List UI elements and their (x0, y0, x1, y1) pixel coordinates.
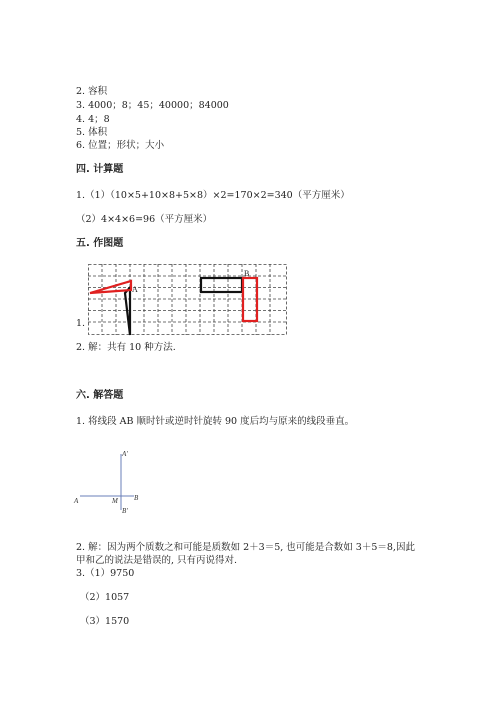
solution-answer-2-line-1: 2. 解：因为两个质数之和可能是质数如 2＋3＝5, 也可能是合数如 3＋5＝8,因此 (76, 542, 415, 553)
section-6-heading: 六. 解答题 (76, 390, 124, 401)
section-4-heading: 四. 计算题 (76, 164, 124, 175)
grid-figure (88, 264, 288, 336)
label-a-prime: A' (122, 450, 128, 458)
drawing-answer-1-number: 1. (76, 318, 86, 329)
solution-answer-3-2: （2）1057 (80, 592, 130, 603)
answer-line-4: 4. 4；8 (76, 114, 110, 125)
label-a: A (74, 497, 79, 505)
point-a-label: A (132, 285, 138, 294)
solution-answer-3-1: 3.（1）9750 (76, 568, 135, 579)
answer-line-6: 6. 位置；形状；大小 (76, 140, 165, 151)
solution-answer-1: 1. 将线段 AB 顺时针或逆时针旋转 90 度后均与原来的线段垂直。 (76, 416, 355, 427)
label-m: M (112, 497, 118, 505)
label-b: B (134, 494, 139, 502)
section-5-heading: 五. 作图题 (76, 238, 124, 249)
solution-answer-2-line-2: 甲和乙的说法是错误的, 只有丙说得对. (76, 555, 238, 566)
original-triangle (125, 288, 130, 336)
calc-answer-2: （2）4×4×6=96（平方厘米） (76, 214, 213, 225)
drawing-answer-2: 2. 解：共有 10 种方法. (76, 342, 176, 353)
rotation-figure (74, 446, 154, 518)
calc-answer-1: 1.（1）（10×5+10×8+5×8）×2=170×2=340（平方厘米） (76, 190, 350, 201)
original-rectangle (201, 278, 242, 292)
answer-line-5: 5. 体积 (76, 127, 108, 138)
rotated-rectangle (243, 278, 257, 321)
solution-answer-3-3: （3）1570 (80, 616, 130, 627)
point-b-label: B (244, 269, 250, 278)
rotated-triangle (90, 281, 131, 293)
answer-line-2: 2. 容积 (76, 86, 108, 97)
answer-line-3: 3. 4000；8；45；40000；84000 (76, 100, 229, 111)
label-b-prime: B' (122, 507, 128, 515)
